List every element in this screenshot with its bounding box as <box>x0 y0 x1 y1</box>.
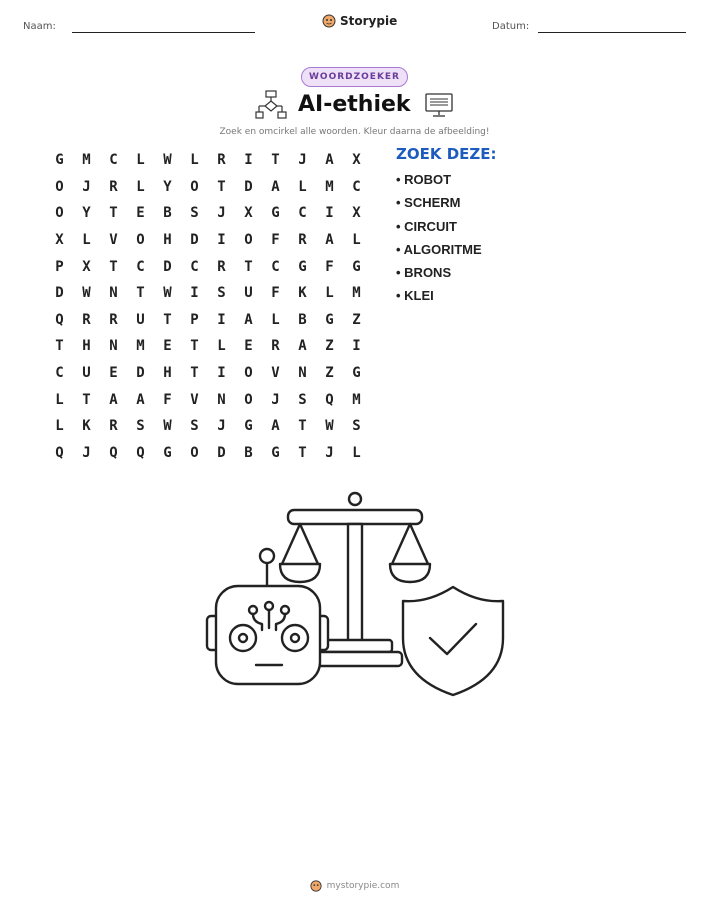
grid-letter[interactable]: M <box>352 391 361 408</box>
grid-letter[interactable]: O <box>190 444 199 461</box>
grid-row <box>46 174 370 201</box>
grid-letter[interactable]: B <box>244 444 253 461</box>
grid-letter[interactable]: L <box>271 311 280 328</box>
grid-letter[interactable]: P <box>190 311 199 328</box>
grid-letter[interactable]: P <box>55 258 64 275</box>
name-label: Naam: <box>23 21 56 32</box>
date-label: Datum: <box>492 21 530 32</box>
grid-row <box>46 200 370 227</box>
grid-letter[interactable]: U <box>136 311 145 328</box>
grid-letter[interactable]: A <box>298 338 307 355</box>
grid-letter[interactable]: V <box>271 365 280 382</box>
grid-letter[interactable]: T <box>190 365 199 382</box>
grid-letter[interactable]: C <box>271 258 280 275</box>
grid-letter[interactable]: M <box>136 338 145 355</box>
grid-letter[interactable]: T <box>55 338 64 355</box>
grid-letter[interactable]: O <box>136 232 145 249</box>
grid-letter[interactable]: O <box>244 232 253 249</box>
grid-letter[interactable]: Z <box>325 365 334 382</box>
footer <box>0 880 709 892</box>
grid-letter[interactable]: H <box>82 338 91 355</box>
instructions: Zoek en omcirkel alle woorden. Kleur daarna de afbeelding! <box>219 127 490 137</box>
word-item: • ROBOT <box>396 172 452 187</box>
word-list <box>396 172 482 312</box>
grid-letter[interactable]: C <box>55 365 64 382</box>
grid-letter[interactable]: M <box>325 178 334 195</box>
grid-letter[interactable]: A <box>325 152 334 169</box>
grid-letter[interactable]: S <box>217 285 226 302</box>
grid-letter[interactable]: L <box>325 285 334 302</box>
grid-letter[interactable]: Q <box>136 444 145 461</box>
grid-letter[interactable]: M <box>352 285 361 302</box>
grid-letter[interactable]: K <box>298 285 307 302</box>
grid-letter[interactable]: S <box>190 205 199 222</box>
grid-letter[interactable]: E <box>109 365 118 382</box>
word-item: • ALGORITME <box>396 241 482 257</box>
date-line[interactable] <box>538 32 686 33</box>
grid-letter[interactable]: L <box>217 338 226 355</box>
grid-letter[interactable]: T <box>271 152 280 169</box>
grid-letter[interactable]: O <box>244 391 253 408</box>
grid-letter[interactable]: A <box>244 311 253 328</box>
grid-letter[interactable]: O <box>190 178 199 195</box>
grid-letter[interactable]: W <box>163 418 172 435</box>
grid-letter[interactable]: R <box>298 232 307 249</box>
grid-letter[interactable]: M <box>82 152 91 169</box>
grid-row <box>46 147 370 174</box>
grid-letter[interactable]: I <box>352 338 361 355</box>
grid-letter[interactable]: B <box>298 311 307 328</box>
word-item: • SCHERM <box>396 195 461 211</box>
category-badge: WOORDZOEKER <box>301 67 408 87</box>
grid-letter[interactable]: Z <box>352 311 361 328</box>
grid-letter[interactable]: L <box>55 418 64 435</box>
grid-letter[interactable]: D <box>55 285 64 302</box>
grid-letter[interactable]: L <box>136 152 145 169</box>
grid-letter[interactable]: J <box>217 205 226 222</box>
grid-row <box>46 253 370 280</box>
grid-letter[interactable]: S <box>352 418 361 435</box>
grid-letter[interactable]: S <box>190 418 199 435</box>
name-line[interactable] <box>72 32 255 33</box>
grid-row <box>46 386 370 413</box>
shield-icon <box>403 587 503 695</box>
grid-letter[interactable]: R <box>109 311 118 328</box>
grid-letter[interactable]: A <box>325 232 334 249</box>
grid-letter[interactable]: N <box>109 285 118 302</box>
footer-site[interactable]: mystorypie.com <box>326 881 400 891</box>
grid-letter[interactable]: V <box>109 232 118 249</box>
grid-letter[interactable]: O <box>55 178 64 195</box>
grid-row <box>46 227 370 254</box>
grid-letter[interactable]: Q <box>109 444 118 461</box>
grid-letter[interactable]: Q <box>55 311 64 328</box>
grid-letter[interactable]: U <box>82 365 91 382</box>
grid-letter[interactable]: L <box>82 232 91 249</box>
grid-letter[interactable]: A <box>136 391 145 408</box>
grid-letter[interactable]: W <box>163 285 172 302</box>
grid-letter[interactable]: K <box>82 418 91 435</box>
grid-letter[interactable]: W <box>163 152 172 169</box>
grid-letter[interactable]: F <box>271 285 280 302</box>
grid-letter[interactable]: U <box>244 285 253 302</box>
grid-letter[interactable]: D <box>217 444 226 461</box>
grid-letter[interactable]: T <box>109 258 118 275</box>
grid-letter[interactable]: G <box>271 205 280 222</box>
flowchart-icon <box>255 90 287 120</box>
grid-letter[interactable]: D <box>244 178 253 195</box>
word-item: • CIRCUIT <box>396 218 457 234</box>
grid-letter[interactable]: R <box>109 178 118 195</box>
grid-letter[interactable]: I <box>190 285 199 302</box>
grid-letter[interactable]: T <box>109 205 118 222</box>
grid-letter[interactable]: N <box>109 338 118 355</box>
grid-letter[interactable]: J <box>82 178 91 195</box>
grid-letter[interactable]: F <box>325 258 334 275</box>
grid-row <box>46 413 370 440</box>
grid-letter[interactable]: X <box>352 152 361 169</box>
grid-letter[interactable]: G <box>352 365 361 382</box>
grid-letter[interactable]: C <box>352 178 361 195</box>
grid-letter[interactable]: C <box>298 205 307 222</box>
grid-letter[interactable]: T <box>217 178 226 195</box>
grid-letter[interactable]: V <box>190 391 199 408</box>
grid-letter[interactable]: B <box>163 205 172 222</box>
grid-letter[interactable]: Q <box>55 444 64 461</box>
grid-letter[interactable]: T <box>190 338 199 355</box>
grid-letter[interactable]: X <box>55 232 64 249</box>
word-item: • KLEI <box>396 288 434 304</box>
grid-letter[interactable]: W <box>325 418 334 435</box>
grid-letter[interactable]: T <box>298 418 307 435</box>
grid-letter[interactable]: H <box>163 365 172 382</box>
grid-letter[interactable]: D <box>136 365 145 382</box>
grid-letter[interactable]: O <box>55 205 64 222</box>
grid-letter[interactable]: L <box>55 391 64 408</box>
grid-letter[interactable]: Q <box>325 391 334 408</box>
mascot-icon <box>322 14 336 28</box>
grid-letter[interactable]: A <box>271 418 280 435</box>
grid-letter[interactable]: E <box>244 338 253 355</box>
grid-letter[interactable]: S <box>136 418 145 435</box>
grid-letter[interactable]: D <box>190 232 199 249</box>
grid-letter[interactable]: E <box>136 205 145 222</box>
grid-letter[interactable]: J <box>298 152 307 169</box>
grid-letter[interactable]: D <box>163 258 172 275</box>
grid-letter[interactable]: N <box>217 391 226 408</box>
grid-row <box>46 360 370 387</box>
grid-letter[interactable]: L <box>352 232 361 249</box>
grid-row <box>46 440 370 467</box>
grid-letter[interactable]: L <box>136 178 145 195</box>
grid-letter[interactable]: A <box>109 391 118 408</box>
word-search-grid <box>46 147 370 466</box>
grid-letter[interactable]: G <box>325 311 334 328</box>
word-list-title: ZOEK DEZE: <box>396 145 497 163</box>
grid-letter[interactable]: T <box>136 285 145 302</box>
grid-letter[interactable]: J <box>217 418 226 435</box>
ai-ethics-illustration <box>200 488 510 703</box>
grid-letter[interactable]: E <box>163 338 172 355</box>
grid-letter[interactable]: G <box>163 444 172 461</box>
grid-letter[interactable]: G <box>271 444 280 461</box>
grid-letter[interactable]: Z <box>325 338 334 355</box>
grid-letter[interactable]: L <box>298 178 307 195</box>
grid-letter[interactable]: X <box>244 205 253 222</box>
grid-letter[interactable]: G <box>298 258 307 275</box>
grid-letter[interactable]: C <box>109 152 118 169</box>
grid-letter[interactable]: R <box>82 311 91 328</box>
brand-logo <box>322 14 397 28</box>
grid-letter[interactable]: N <box>298 365 307 382</box>
grid-letter[interactable]: R <box>271 338 280 355</box>
mascot-icon <box>310 880 322 892</box>
grid-letter[interactable]: X <box>352 205 361 222</box>
grid-letter[interactable]: T <box>244 258 253 275</box>
word-item: • BRONS <box>396 265 452 281</box>
monitor-icon <box>424 92 454 118</box>
grid-letter[interactable]: L <box>352 444 361 461</box>
grid-row <box>46 280 370 307</box>
grid-letter[interactable]: R <box>217 258 226 275</box>
page-title: AI-ethiek <box>298 92 411 117</box>
grid-letter[interactable]: C <box>190 258 199 275</box>
grid-letter[interactable]: S <box>298 391 307 408</box>
grid-row <box>46 333 370 360</box>
grid-letter[interactable]: W <box>82 285 91 302</box>
grid-letter[interactable]: Y <box>82 205 91 222</box>
grid-letter[interactable]: I <box>217 365 226 382</box>
grid-letter[interactable]: J <box>271 391 280 408</box>
grid-letter[interactable]: R <box>217 152 226 169</box>
grid-letter[interactable]: Y <box>163 178 172 195</box>
grid-letter[interactable]: T <box>82 391 91 408</box>
grid-row <box>46 307 370 334</box>
grid-letter[interactable]: J <box>325 444 334 461</box>
brand-name: Storypie <box>340 14 398 28</box>
grid-letter[interactable]: H <box>163 232 172 249</box>
grid-letter[interactable]: O <box>244 365 253 382</box>
grid-letter[interactable]: L <box>190 152 199 169</box>
grid-letter[interactable]: F <box>163 391 172 408</box>
grid-letter[interactable]: T <box>163 311 172 328</box>
grid-letter[interactable]: A <box>271 178 280 195</box>
grid-letter[interactable]: G <box>55 152 64 169</box>
grid-letter[interactable]: X <box>82 258 91 275</box>
grid-letter[interactable]: C <box>136 258 145 275</box>
grid-letter[interactable]: I <box>217 311 226 328</box>
grid-letter[interactable]: R <box>109 418 118 435</box>
grid-letter[interactable]: I <box>244 152 253 169</box>
grid-letter[interactable]: G <box>352 258 361 275</box>
grid-letter[interactable]: G <box>244 418 253 435</box>
grid-letter[interactable]: T <box>298 444 307 461</box>
grid-letter[interactable]: I <box>217 232 226 249</box>
grid-letter[interactable]: J <box>82 444 91 461</box>
grid-letter[interactable]: I <box>325 205 334 222</box>
grid-letter[interactable]: F <box>271 232 280 249</box>
